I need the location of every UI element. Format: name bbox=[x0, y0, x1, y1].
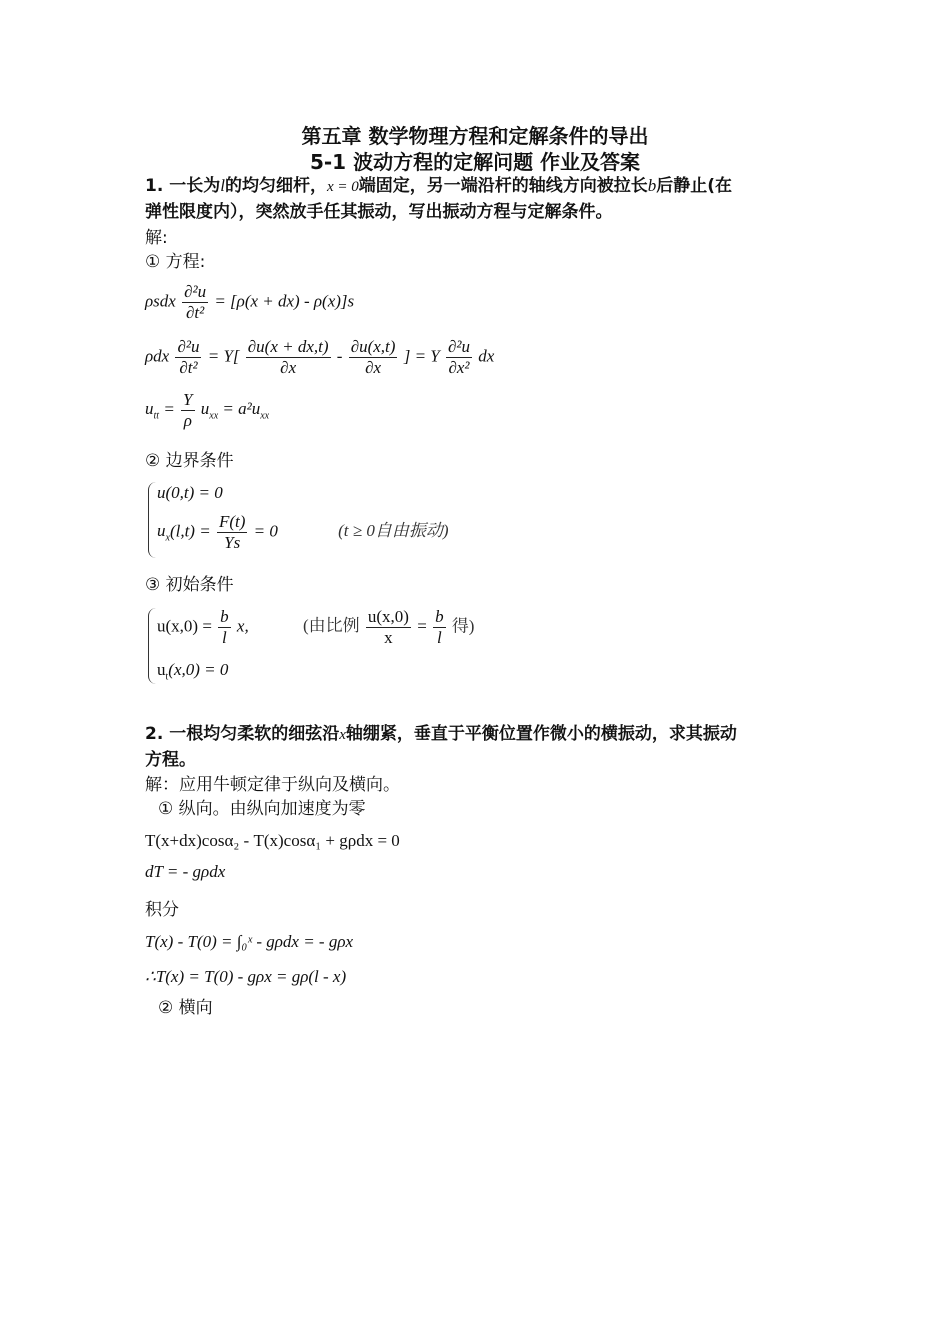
equation-1: ρsdx $\frac{\text{∂²u}}{\text{∂t²}}$ = [ρ(x + dx) - ρ(x)]s bbox=[145, 282, 355, 322]
step-transverse: ② 横向 bbox=[158, 998, 213, 1018]
step-boundary-label: ② 边界条件 bbox=[145, 451, 234, 471]
boundary-condition-1: u(0,t) = 0 bbox=[157, 483, 223, 502]
equation-q2-2: dT = - gρdx bbox=[145, 862, 226, 881]
step-longitudinal: ① 纵向。由纵向加速度为零 bbox=[158, 799, 366, 819]
solution-label-1: 解: bbox=[145, 228, 168, 248]
integral-label: 积分 bbox=[145, 900, 179, 920]
initial-brace bbox=[148, 608, 157, 684]
step-equation-label: ① 方程: bbox=[145, 252, 206, 272]
initial-condition-1: u(x,0) = $\frac{b}{l}$ x, (由比例 $\frac{u(x,0)}{x}$ = $\frac{b}{l}$ 得) bbox=[157, 607, 475, 647]
question-1-line-2: 弹性限度内），突然放手任其振动，写出振动方程与定解条件。 bbox=[145, 202, 613, 222]
boundary-brace bbox=[148, 482, 157, 558]
equation-q2-4: ∴T(x) = T(0) - gρx = gρ(l - x) bbox=[145, 967, 347, 986]
equation-2: ρdx $\frac{\text{∂²u}}{\text{∂t²}}$ = Y[ $\frac{\partial u(x + dx,t)}{\partial x}$ - $\frac{\partial u(x,t)}{\partial x}$ ] = Y $\frac{\text{∂²u}}{\text{∂x²}}$ dx bbox=[145, 337, 495, 377]
equation-q2-1: T(x+dx)cosα₂ - T(x)cosα₁ + gρdx = 0 bbox=[145, 831, 400, 850]
initial-condition-2: $u_t(x,0) = 0$ bbox=[157, 660, 229, 683]
boundary-condition-2: $u_x(l,t)$ = $\frac{F(t)}{Ys}$ = 0 (t ≥ 0自由振动) bbox=[157, 512, 449, 552]
chapter-title: 第五章 数学物理方程和定解条件的导出 bbox=[301, 124, 649, 148]
step-initial-label: ③ 初始条件 bbox=[145, 575, 234, 595]
boundary-note: (t ≥ 0自由振动) bbox=[338, 521, 449, 541]
section-title: 5-1 波动方程的定解问题 作业及答案 bbox=[309, 150, 641, 174]
question-1-line-1: 1. 一长为l的均匀细杆，x = 0端固定，另一端沿杆的轴线方向被拉长b后静止(在 bbox=[145, 176, 733, 196]
question-2-line-2: 方程。 bbox=[145, 750, 196, 770]
question-2-line-1: 2. 一根均匀柔软的细弦沿x轴绷紧，垂直于平衡位置作微小的横振动，求其振动 bbox=[145, 724, 737, 744]
equation-3: $u_{tt}$ = $\frac{Y}{\rho}$ $u_{xx} = a^2u_{xx}$ bbox=[145, 390, 270, 430]
solution-2: 解：应用牛顿定律于纵向及横向。 bbox=[145, 775, 400, 795]
equation-q2-3: T(x) - T(0) = ∫₀ˣ - gρdx = - gρx bbox=[145, 932, 354, 951]
